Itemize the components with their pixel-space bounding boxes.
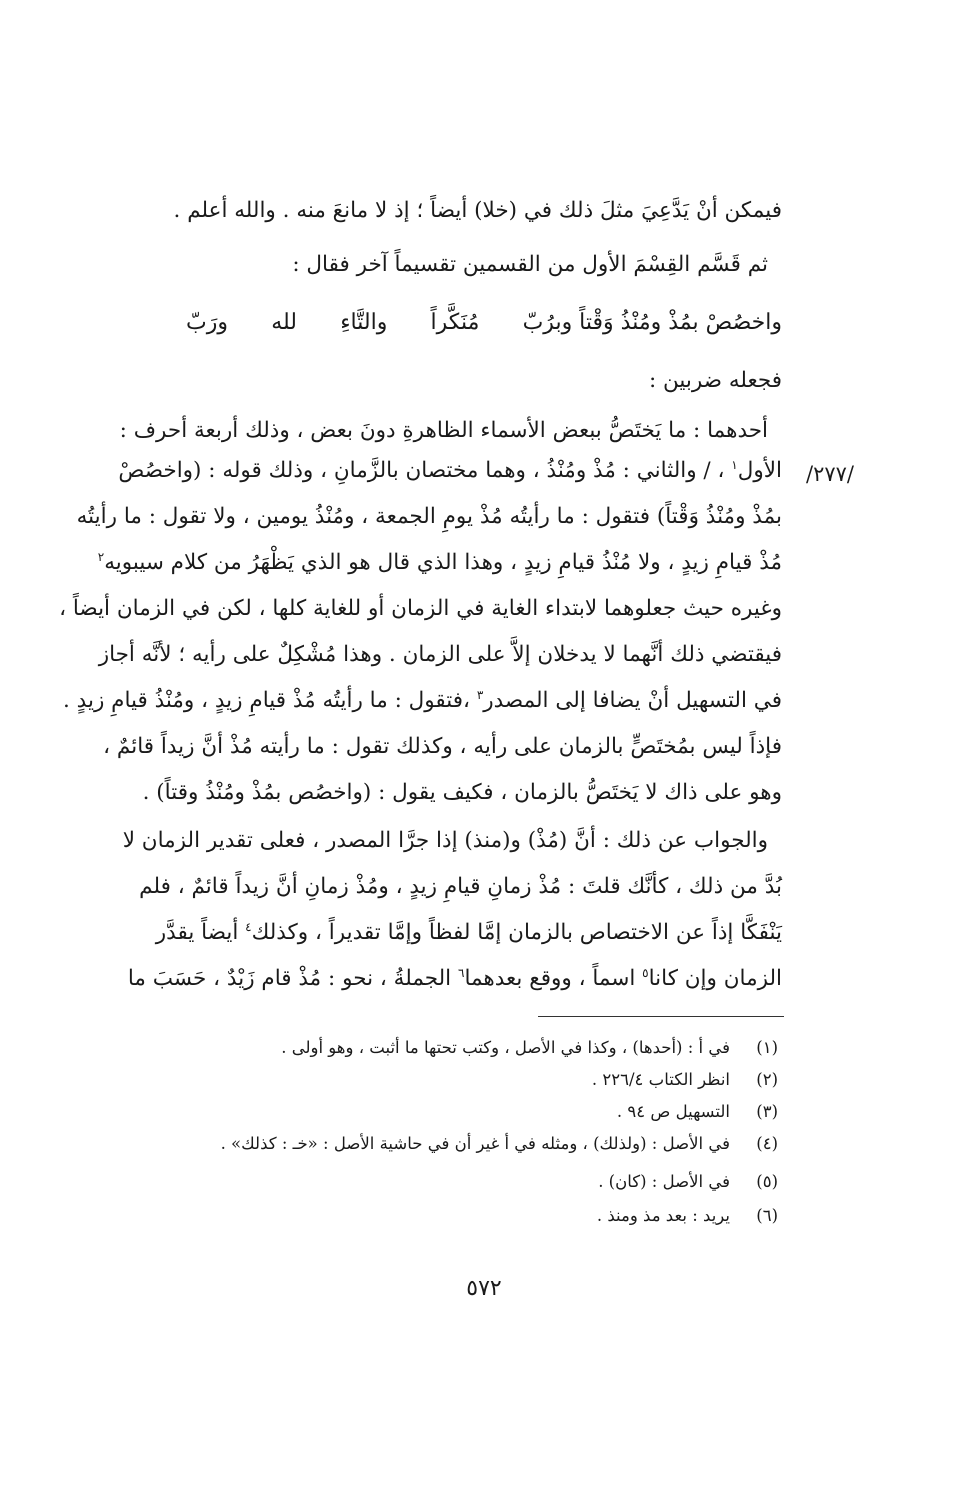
paragraph-intro: فجعله ضربين : <box>648 368 782 393</box>
footnote-divider <box>538 1016 784 1017</box>
body-line: وغيره حيث جعلوهما لابتداء الغاية في الزمان أو للغاية كلها ، لكن في الزمان أيضاً ، <box>59 596 782 621</box>
body-line: والجواب عن ذلك : أنَّ (مُذْ) و(منذ) إذا جرَّا المصدر ، فعلى تقدير الزمان لا <box>122 828 768 853</box>
text-fragment: الجملةُ ، نحو : مُذْ قام زَيْدٌ ، حَسَبَ ما <box>127 966 452 991</box>
text-fragment: مُذْ قيامِ زيدٍ ، ولا مُنْذُ قيامِ زيدٍ ، وهذا الذي قال هو الذي يَظْهَرُ من كلام سيبويه <box>104 550 782 575</box>
footnote <box>281 1038 778 1057</box>
text-fragment: الأول <box>737 458 782 483</box>
body-line: فيقتضي ذلك أنَّهما لا يدخلان إلاَّ على الزمان . وهذا مُشْكِلٌ على رأيه ؛ لأنَّه أجاز <box>98 642 782 667</box>
footnote <box>221 1134 778 1153</box>
body-line <box>127 965 782 992</box>
text-fragment: يَنْفَكَّا إذاً عن الاختصاص بالزمان إمَّا لفظاً وإمَّا تقديراً ، وكذلك <box>251 920 782 945</box>
body-line <box>63 687 782 714</box>
footnote-text: في الأصل : (ولذلك) ، ومثله في أ غير أن في حاشية الأصل : «خـ : كذلك» . <box>220 1134 730 1153</box>
footnote <box>597 1206 778 1225</box>
footnote-number: (٢) <box>756 1070 778 1089</box>
margin-folio-marker: /٢٧٧/ <box>806 462 854 486</box>
footnote-text: انظر الكتاب ٢٢٦/٤ . <box>591 1070 730 1089</box>
text-fragment: ، / والثاني : مُذْ ومُنْذُ ، وهما مختصان بالزَّمانِ ، وذلك قوله : (واخصُصْ <box>118 458 725 483</box>
text-fragment: الزمان وإن كانا <box>648 966 782 991</box>
text-fragment: في التسهيل أنْ يضافا إلى المصدر <box>483 688 782 713</box>
body-line: ثم قَسَّم القِسْمَ الأول من القسمين تقسيماً آخر فقال : <box>292 252 768 277</box>
footnote-marker: ٣ <box>476 687 484 702</box>
footnote-number: (٤) <box>756 1134 778 1153</box>
footnote-text: في أ : (أحدها) ، وكذا في الأصل ، وكتب تحتها ما أثبت ، وهو أولى . <box>281 1038 730 1057</box>
footnote <box>617 1102 778 1121</box>
verse-hemistich-1: واخصُصْ بمُذْ ومُنْذُ وَقْتاً وبرُبّ <box>522 310 782 335</box>
body-line: فيمكن أنْ يَدَّعِيَ مثلَ ذلك في (خلا) أيضاً ؛ إذ لا مانعَ منه . والله أعلم . <box>173 198 782 223</box>
footnote <box>598 1172 778 1191</box>
footnote-marker: ١ <box>731 457 738 472</box>
body-line <box>97 549 782 576</box>
footnote-number: (١) <box>756 1038 778 1057</box>
body-line: بُدَّ من ذلك ، كأنَّك قلتَ : مُذْ زمانِ قيامِ زيدٍ ، ومُذْ زمانِ أنَّ زيداً قائمٌ ، فلم <box>139 874 782 899</box>
verse-word: والتَّاءِ <box>340 310 388 335</box>
footnote-marker: ٢ <box>97 549 105 564</box>
footnote-number: (٥) <box>756 1172 778 1191</box>
page-number: ٥٧٢ <box>466 1276 502 1301</box>
footnote-text: في الأصل : (كان) . <box>598 1172 730 1191</box>
footnote-text: يريد : بعد مذ ومنذ . <box>596 1206 730 1225</box>
body-line: أحدهما : ما يَختَصُّ ببعض الأسماء الظاهرةِ دونَ بعض ، وذلك أربعة أحرف : <box>119 418 768 443</box>
body-line <box>118 457 782 484</box>
body-line: فإذاً ليس بمُختَصٍّ بالزمان على رأيه ، وكذلك تقول : ما رأيته مُذْ أنَّ زيداً قائمٌ ، <box>103 734 782 759</box>
footnote-marker: ٥ <box>642 965 649 980</box>
verse-line <box>186 310 782 335</box>
body-line: بمُذْ ومُنْذُ وَقْتاً) فتقول : ما رأيتُه مُذْ يومِ الجمعة ، ومُنْذُ يومين ، ولا تقول : ما رأيتُه <box>76 504 782 529</box>
verse-hemistich-2: مُنَكَّراً <box>430 310 480 335</box>
verse-word: ورَبّ <box>186 310 228 335</box>
text-fragment: أيضاً يقدَّر <box>155 920 239 945</box>
footnote-text: التسهيل ص ٩٤ . <box>616 1102 730 1121</box>
body-line: وهو على ذاك لا يَختَصُّ بالزمان ، فكيف يقول : (واخصُص بمُذْ ومُنْذُ وقتاً) . <box>142 780 782 805</box>
body-line <box>155 919 782 946</box>
footnote-marker: ٦ <box>458 965 465 980</box>
text-fragment: ،فتقول : ما رأيتُه مُذْ قيامِ زيدٍ ، ومُنْذُ قيامِ زيدٍ . <box>63 688 470 713</box>
footnote-number: (٣) <box>756 1102 778 1121</box>
footnote-number: (٦) <box>756 1206 778 1225</box>
footnote-marker: ٤ <box>245 919 252 934</box>
footnote <box>592 1070 778 1089</box>
text-fragment: اسماً ، ووقع بعدهما <box>464 966 636 991</box>
verse-word: لله <box>271 310 297 335</box>
